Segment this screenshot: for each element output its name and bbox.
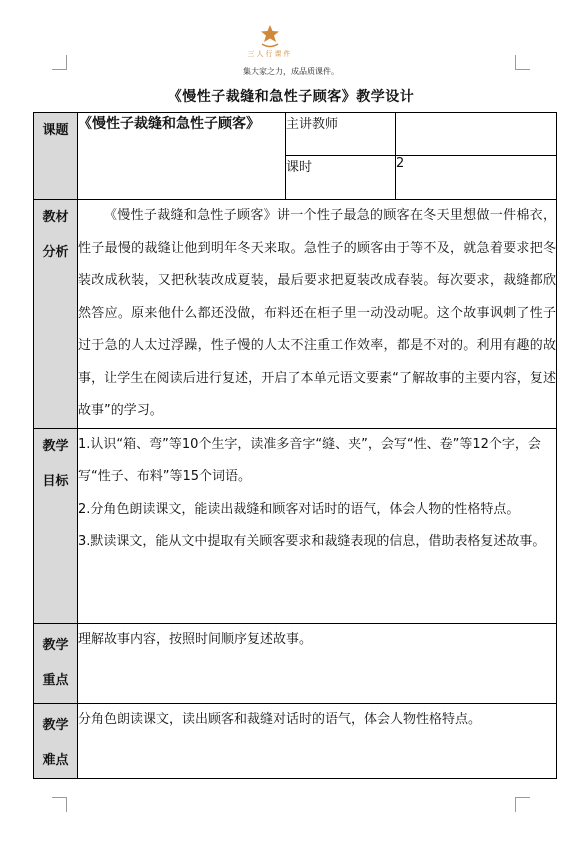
goal-item: 2.分角色朗读课文，能读出裁缝和顾客对话时的语气，体会人物的性格特点。 bbox=[78, 501, 520, 517]
analysis-label: 教材 分析 bbox=[34, 200, 78, 429]
document-title: 《慢性子裁缝和急性子顾客》教学设计 bbox=[167, 89, 415, 105]
crop-mark-bottom-left bbox=[52, 797, 67, 812]
topic-label: 课题 bbox=[34, 113, 78, 200]
crop-mark-bottom-right bbox=[515, 797, 530, 812]
key-points-text: 理解故事内容，按照时间顺序复述故事。 bbox=[78, 623, 557, 703]
difficulty-text: 分角色朗读课文，读出顾客和裁缝对话时的语气，体会人物性格特点。 bbox=[78, 703, 557, 778]
hours-label: 课时 bbox=[286, 156, 396, 200]
key-points-label: 教学 重点 bbox=[34, 623, 78, 703]
teacher-label: 主讲教师 bbox=[286, 113, 396, 156]
lesson-plan-table bbox=[33, 112, 557, 779]
goal-item: 3.默读课文，能从文中提取有关顾客要求和裁缝表现的信息，借助表格复述故事。 bbox=[78, 534, 546, 549]
goals-list bbox=[78, 428, 557, 623]
teacher-value bbox=[396, 113, 557, 156]
goal-item: 1.认识“箱、弯”等10个生字，读准多音字“缝、夹”，会写“性、卷”等12个字，会写“性子、布料”等15个词语。 bbox=[78, 436, 541, 484]
analysis-text: 《慢性子裁缝和急性子顾客》讲一个性子最急的顾客在冬天里想做一件棉衣，性子最慢的裁缝让他到明年冬天来取。急性子的顾客由于等不及，就急着要求把冬装改成秋装，又把秋装改成夏装，最后要求把夏装改成春装。每次要求，裁缝都欣然答应。原来他什么都还没做，布料还在柜子里一动没动呢。这个故事讽刺了性子过于急的人太过浮躁，性子慢的人太不注重工作效率，都是不对的。利用有趣的故事，让学生在阅读后进行复述，开启了本单元语文要素“了解故事的主要内容，复述故事”的学习。 bbox=[78, 200, 557, 429]
logo-text: 三人行课件 bbox=[247, 50, 293, 58]
difficulty-label: 教学 难点 bbox=[34, 703, 78, 778]
hours-value: 2 bbox=[396, 156, 557, 200]
goals-label: 教学 目标 bbox=[34, 428, 78, 623]
publisher-logo bbox=[244, 22, 296, 62]
logo-emblem-icon bbox=[256, 22, 284, 50]
slogan: 集大家之力，成品质课件。 bbox=[243, 67, 339, 76]
topic-value: 《慢性子裁缝和急性子顾客》 bbox=[78, 113, 286, 200]
